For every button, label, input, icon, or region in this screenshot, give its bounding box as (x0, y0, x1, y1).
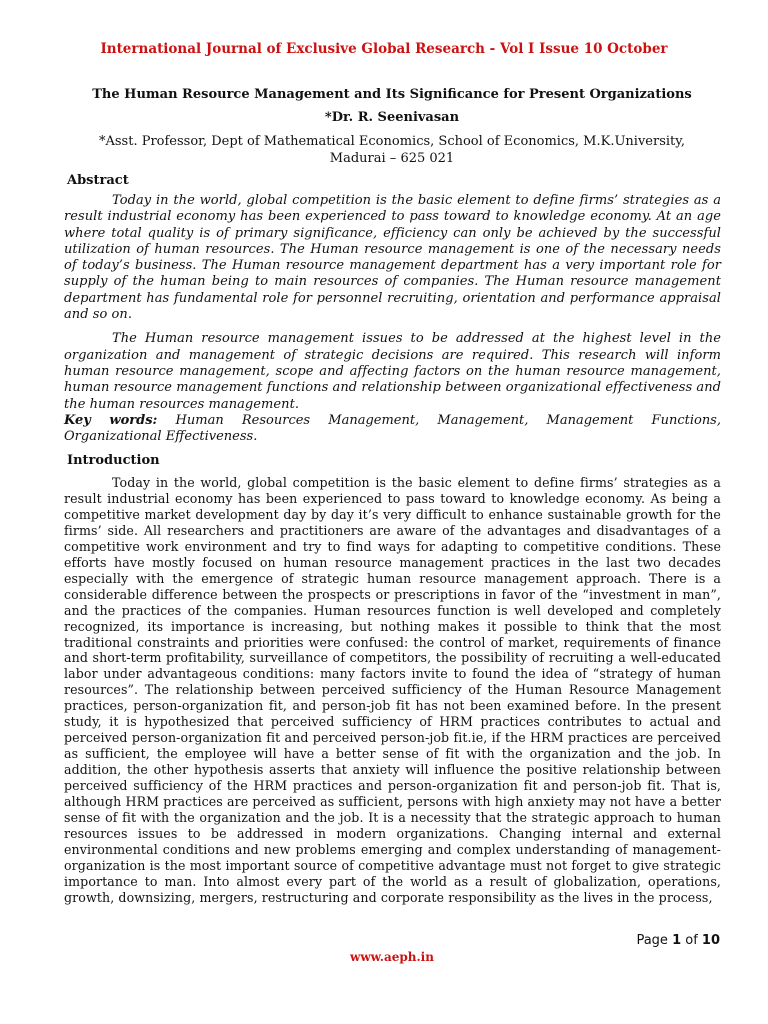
abstract-paragraph: Today in the world, global competition is the basic element to define firms’ strategies as a result industrial economy has been experienced to pass toward to knowledge economy. At an age where total quality is of primary significance, efficiency can only be achieved by the successful utilization of human resources. The Human resource management is one of the necessary needs of today’s business. The Human resource management department has a very important role for supply of the human being to main resources of companies. The Human resource management department has fundamental role for personnel recruiting, orientation and performance appraisal and so on. (64, 193, 721, 323)
paper-title: The Human Resource Management and Its Significance for Present Organizations (92, 87, 692, 102)
author-name: *Dr. R. Seenivasan (324, 110, 460, 125)
page-of-label: of (681, 933, 702, 948)
keywords-text: Human Resources Management, Management, Management Functions, Organizational Effectiveness. (64, 413, 721, 444)
abstract-body (64, 193, 721, 413)
page-current: 1 (672, 933, 682, 948)
keywords (64, 413, 721, 445)
abstract-heading: Abstract (67, 173, 129, 188)
page-label: Page (636, 933, 673, 948)
keywords-label: Key words: (64, 413, 158, 428)
abstract-paragraph: The Human resource management issues to be addressed at the highest level in the organization and management of strategic decisions are required. This research will inform human resource management, scope and affecting factors on the human resource management, human resource management functions and relationship between organizational effectiveness and the human resources management. (64, 331, 721, 412)
introduction-paragraph: Today in the world, global competition is the basic element to define firms’ strategies as a result industrial economy has been experienced to pass toward to knowledge economy. As being a competitive market development day by day it’s very difficult to enhance sustainable growth for the firms’ side. All researchers and practitioners are aware of the advantages and disadvantages of a competitive work environment and try to find ways for adapting to competitive conditions. These efforts have mostly focused on human resource management practices in the last two decades especially with the emergence of strategic human resource management approach. There is a considerable difference between the prospects or prescriptions in favor of the “investment in man”, and the practices of the companies. Human resources function is well developed and completely recognized, its importance is increasing, but nothing makes it possible to think that the most traditional constraints and priorities were confused: the control of market, requirements of finance and short-term profitability, surveillance of competitors, the possibility of recruiting a well-educated labor under advantageous conditions: many factors invite to found the idea of “strategy of human resources”. The relationship between perceived sufficiency of the Human Resource Management practices, person-organization fit, and person-job fit has not been examined before. In the present study, it is hypothesized that perceived sufficiency of HRM practices contributes to actual and perceived person-organization fit and perceived person-job fit.ie, if the HRM practices are perceived as sufficient, the employee will have a better sense of fit with the organization and the job. In addition, the other hypothesis asserts that anxiety will influence the positive relationship between perceived sufficiency of the HRM practices and person-organization fit and person-job fit. That is, although HRM practices are perceived as sufficient, persons with high anxiety may not have a better sense of fit with the organization and the job. It is a necessity that the strategic approach to human resources issues to be addressed in modern organizations. Changing internal and external environmental conditions and new problems emerging and complex understanding of management-organization is the most important source of competitive advantage must not forget to give strategic importance to man. Into almost every part of the world as a result of globalization, operations, growth, downsizing, mergers, restructuring and corporate responsibility as the lives in the process, (64, 475, 721, 905)
journal-header: International Journal of Exclusive Global Research - Vol I Issue 10 October (100, 41, 668, 57)
page-total: 10 (701, 933, 720, 948)
introduction-heading: Introduction (67, 453, 160, 468)
introduction-body (64, 475, 721, 906)
website-link[interactable]: www.aeph.in (350, 950, 434, 964)
author-affiliation: *Asst. Professor, Dept of Mathematical Economics, School of Economics, M.K.University, Madurai – 625 021 (98, 134, 686, 166)
page-number (636, 933, 720, 948)
